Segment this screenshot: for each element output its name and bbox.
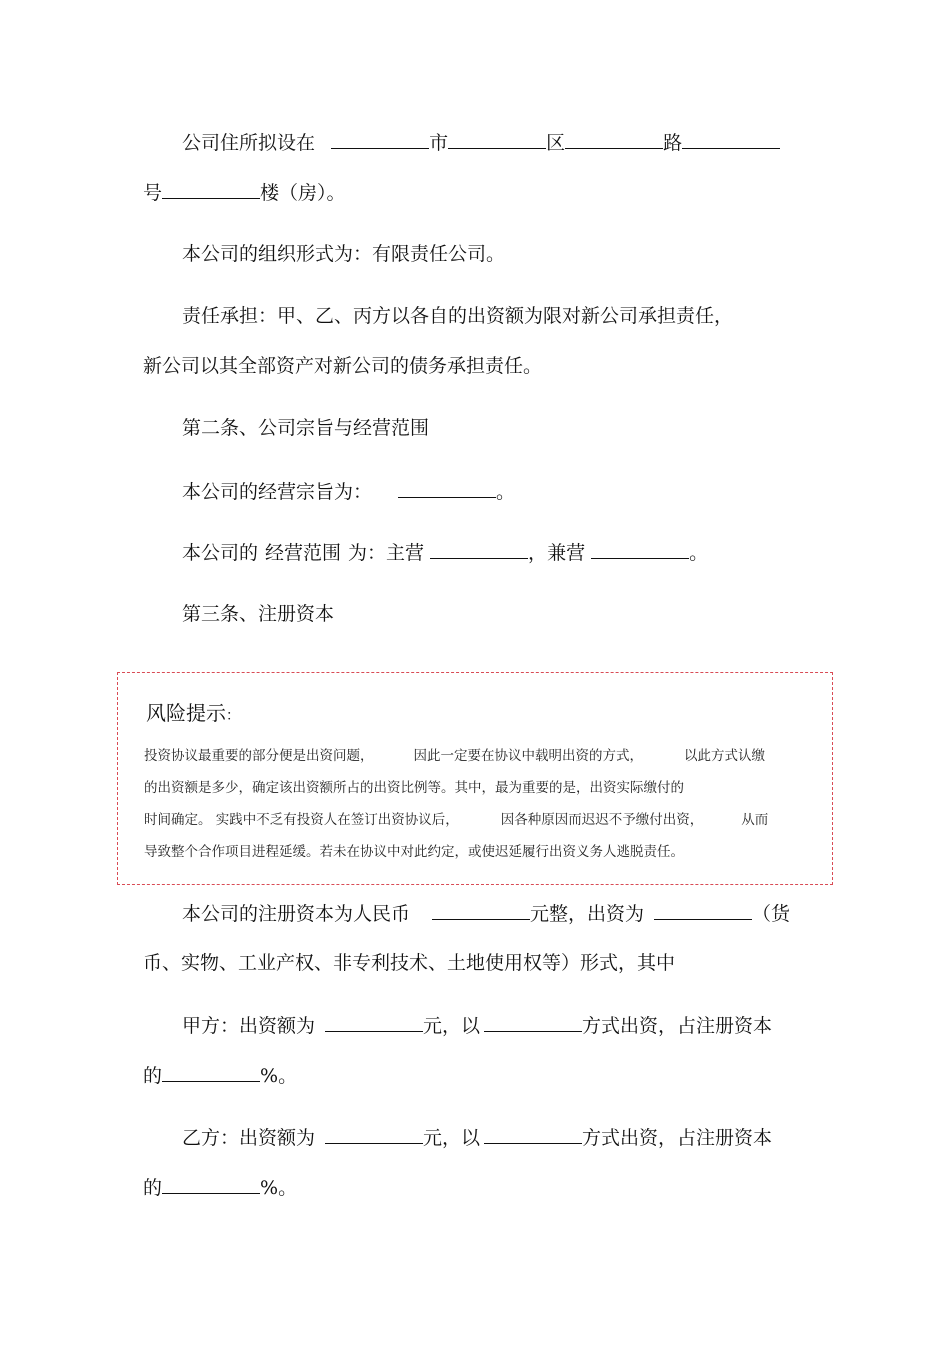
road-label: 路 xyxy=(663,132,683,154)
party-a-label: 甲方：出资额为 xyxy=(182,1015,316,1037)
risk-l1a: 投资协议最重要的部分便是出资问题， xyxy=(144,748,374,764)
party-b-yuan: 元，以 xyxy=(423,1127,481,1149)
blank-party-a-method[interactable] xyxy=(484,1013,582,1032)
capital-line-2: 币、实物、工业产权、非专利技术、土地使用权等）形式，其中 xyxy=(143,952,676,974)
blank-purpose[interactable] xyxy=(398,479,496,498)
risk-l3b: 因各种原因而迟迟不予缴付出资， xyxy=(500,812,704,828)
scope-side-label: 兼营 xyxy=(547,542,586,564)
risk-l1c: 以此方式认缴 xyxy=(684,748,765,764)
blank-party-b-method[interactable] xyxy=(484,1125,582,1144)
blank-party-b-amount[interactable] xyxy=(325,1125,423,1144)
risk-l3c: 从而 xyxy=(741,812,769,828)
scope-line xyxy=(182,540,708,565)
capital-label: 本公司的注册资本为人民币 xyxy=(182,903,411,925)
purpose-line xyxy=(182,479,515,504)
blank-party-a-percent[interactable] xyxy=(162,1063,260,1082)
party-a-line-1 xyxy=(182,1013,772,1038)
address-label: 公司住所拟设在 xyxy=(182,132,316,154)
party-b-line-2 xyxy=(143,1175,297,1200)
blank-district[interactable] xyxy=(448,130,546,149)
party-b-method: 方式出资，占注册资本 xyxy=(582,1127,773,1149)
blank-capital-amount[interactable] xyxy=(432,901,530,920)
party-a-method: 方式出资，占注册资本 xyxy=(582,1015,773,1037)
party-b-of: 的 xyxy=(143,1177,163,1199)
party-b-label: 乙方：出资额为 xyxy=(182,1127,316,1149)
blank-side-business[interactable] xyxy=(591,540,689,559)
district-label: 区 xyxy=(546,132,566,154)
city-label: 市 xyxy=(429,132,449,154)
blank-contribution-form[interactable] xyxy=(654,901,752,920)
risk-line-3 xyxy=(144,811,768,829)
risk-title-colon: ： xyxy=(226,708,240,724)
capital-paren: （货 xyxy=(752,903,791,925)
scope-text-2: 经营范围 xyxy=(265,542,342,564)
risk-title-text: 风险提示 xyxy=(146,701,226,725)
scope-text-3: 为：主营 xyxy=(348,542,425,564)
org-form-line: 本公司的组织形式为：有限责任公司。 xyxy=(182,243,506,265)
number-label: 号 xyxy=(143,182,163,204)
blank-number[interactable] xyxy=(682,130,780,149)
scope-period: 。 xyxy=(689,542,709,564)
party-a-pct: %。 xyxy=(260,1065,298,1087)
party-b-line-1 xyxy=(182,1125,772,1150)
article-2-heading: 第二条、公司宗旨与经营范围 xyxy=(182,417,430,439)
article-3-heading: 第三条、注册资本 xyxy=(182,603,335,625)
blank-main-business[interactable] xyxy=(430,540,528,559)
blank-party-a-amount[interactable] xyxy=(325,1013,423,1032)
address-line-2 xyxy=(143,180,346,205)
address-line-1 xyxy=(182,130,780,155)
building-label: 楼（房）。 xyxy=(260,182,346,204)
liability-line-1: 责任承担：甲、乙、丙方以各自的出资额为限对新公司承担责任， xyxy=(182,305,734,327)
blank-party-b-percent[interactable] xyxy=(162,1175,260,1194)
party-a-of: 的 xyxy=(143,1065,163,1087)
party-a-yuan: 元，以 xyxy=(423,1015,481,1037)
blank-road[interactable] xyxy=(565,130,663,149)
liability-line-2: 新公司以其全部资产对新公司的债务承担责任。 xyxy=(143,355,543,377)
risk-l3a: 时间确定。 实践中不乏有投资人在签订出资协议后， xyxy=(144,812,459,828)
risk-l1b: 因此一定要在协议中载明出资的方式， xyxy=(413,748,643,764)
party-b-pct: %。 xyxy=(260,1177,298,1199)
capital-line-1 xyxy=(182,901,790,926)
purpose-period: 。 xyxy=(496,481,516,503)
scope-comma: ， xyxy=(528,542,548,564)
risk-line-4: 导致整个合作项目进程延缓。若未在协议中对此约定，或使迟延履行出资义务人逃脱责任。 xyxy=(144,844,684,860)
risk-line-1 xyxy=(144,747,765,765)
risk-tip-box xyxy=(117,672,833,885)
blank-city[interactable] xyxy=(331,130,429,149)
party-a-line-2 xyxy=(143,1063,297,1088)
risk-tip-title xyxy=(146,701,240,728)
blank-building[interactable] xyxy=(162,180,260,199)
purpose-label: 本公司的经营宗旨为： xyxy=(182,481,373,503)
capital-yuan: 元整，出资为 xyxy=(530,903,645,925)
scope-text-1: 本公司的 xyxy=(182,542,259,564)
risk-line-2: 的出资额是多少，确定该出资额所占的出资比例等。其中，最为重要的是，出资实际缴付的 xyxy=(144,780,684,796)
